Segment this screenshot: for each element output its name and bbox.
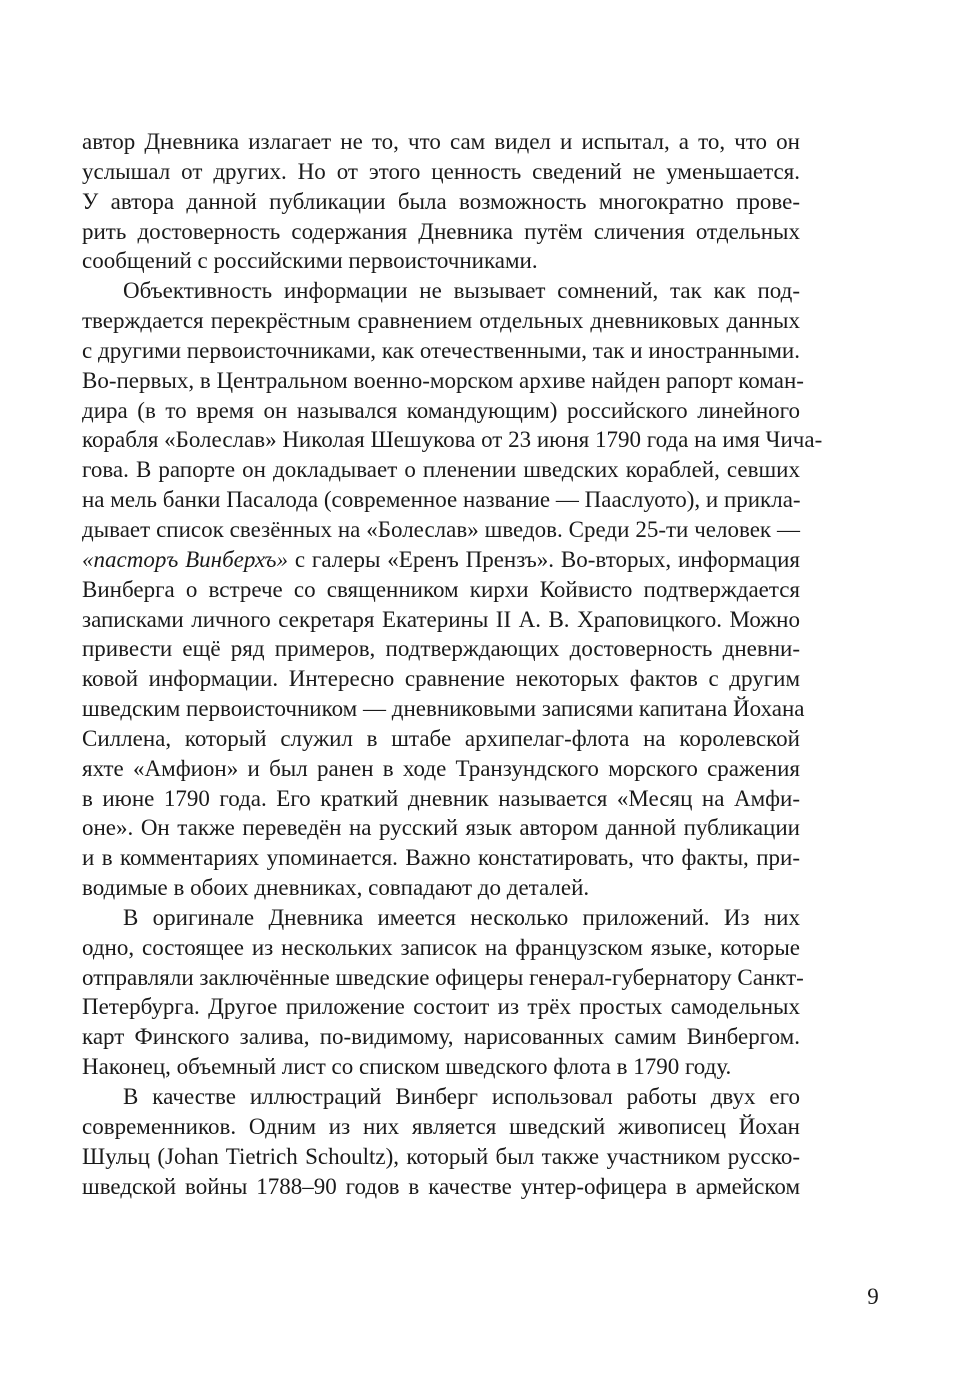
text-line: с другими первоисточниками, как отечественными, так и иностранными.	[82, 337, 800, 363]
text-line: ковой информации. Интересно сравнение некоторых фактов с другим	[82, 666, 800, 692]
text-line: «пасторъ Винберхъ» с галеры «Еренъ Прензъ». Во-вторых, информация	[82, 546, 801, 572]
text-line: оне». Он также переведён на русский язык автором данной публикации	[82, 815, 800, 841]
text-line: услышал от других. Но от этого ценность сведений не уменьшается.	[82, 158, 800, 184]
text-line: шведской войны 1788–90 годов в качестве унтер-офицера в армейском	[82, 1173, 800, 1199]
text-line: шведским первоисточником — дневниковыми записями капитана Йохана	[82, 696, 805, 722]
text-line: дира (в то время он назывался командующим) российского линейного	[82, 397, 800, 423]
text-line: рить достоверность содержания Дневника путём сличения отдельных	[82, 218, 800, 244]
text-line: Силлена, который служил в штабе архипелаг-флота на королевской	[82, 725, 800, 751]
text-line: отправляли заключённые шведские офицеры генерал-губернатору Санкт-	[82, 964, 804, 990]
text-line: Винберга о встрече со священником кирхи Койвисто подтверждается	[82, 576, 800, 602]
text-line: сообщений с российскими первоисточниками.	[82, 248, 538, 274]
text-line: автор Дневника излагает не то, что сам видел и испытал, а то, что он	[82, 129, 800, 154]
text-line: корабля «Болеслав» Николая Шешукова от 23 июня 1790 года на имя Чича-	[82, 427, 823, 453]
italic-quote: «пасторъ Винберхъ»	[82, 546, 288, 572]
text-line: Объективность информации не вызывает сомнений, так как под-	[123, 278, 800, 304]
paragraph	[82, 276, 823, 903]
page-number: 9	[867, 1284, 879, 1309]
paragraph	[82, 903, 804, 1082]
text-line: одно, состоящее из нескольких записок на французском языке, которые	[82, 934, 800, 960]
body-text	[82, 127, 823, 1201]
text-line: в июне 1790 года. Его краткий дневник называется «Месяц на Амфи-	[82, 785, 800, 811]
text-line: записками личного секретаря Екатерины II А. В. Храповицкого. Можно	[82, 606, 800, 632]
text-line: Наконец, объемный лист со списком шведского флота в 1790 году.	[82, 1054, 732, 1080]
text-line: В оригинале Дневника имеется несколько приложений. Из них	[123, 904, 800, 930]
paragraph	[82, 1082, 800, 1201]
text-line: привести ещё ряд примеров, подтверждающих достоверность дневни-	[82, 636, 800, 662]
text-line: У автора данной публикации была возможность многократно прове-	[82, 188, 800, 214]
text-line: гова. В рапорте он докладывает о пленении шведских кораблей, севших	[82, 457, 800, 483]
text-line: карт Финского залива, по-видимому, нарисованных самим Винбергом.	[82, 1024, 800, 1050]
text-line: Петербурга. Другое приложение состоит из трёх простых самодельных	[82, 994, 800, 1020]
paragraph	[82, 127, 800, 276]
text-line: тверждается перекрёстным сравнением отдельных дневниковых данных	[82, 308, 800, 334]
text-line: и в комментариях упоминается. Важно констатировать, что факты, при-	[82, 845, 800, 871]
text-line: на мель банки Пасалода (современное название — Пааслуото), и прикла-	[82, 487, 801, 513]
text-line: В качестве иллюстраций Винберг использовал работы двух его	[123, 1084, 800, 1109]
text-line: Во-первых, в Центральном военно-морском архиве найден рапорт коман-	[82, 367, 804, 393]
text-line: яхте «Амфион» и был ранен в ходе Транзундского морского сражения	[82, 755, 800, 781]
text-line: дывает список свезённых на «Болеслав» шведов. Среди 25-ти человек —	[82, 516, 800, 542]
text-line: водимые в обоих дневниках, совпадают до деталей.	[82, 875, 590, 901]
text-line: современников. Одним из них является шведский живописец Йохан	[82, 1113, 800, 1139]
text-line: Шульц (Johan Tietrich Schoultz), который был также участником русско-	[82, 1143, 800, 1169]
